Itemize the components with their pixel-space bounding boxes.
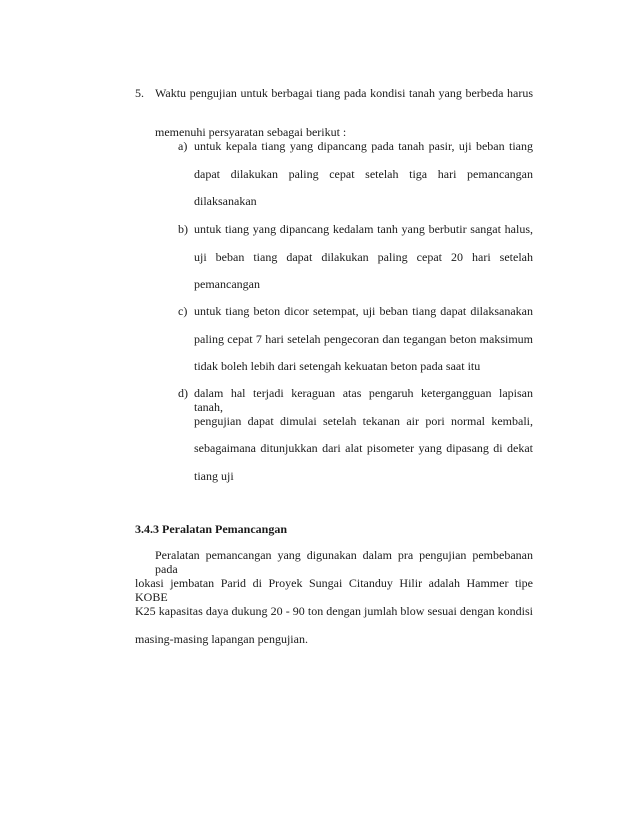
- paragraph-line-3: K25 kapasitas daya dukung 20 - 90 ton dengan jumlah blow sesuai dengan kondisi: [135, 604, 533, 618]
- subitem-a-line-2: dapat dilakukan paling cepat setelah tiga hari pemancangan: [194, 167, 533, 181]
- subitem-d-line-2: pengujian dapat dimulai setelah tekanan air pori normal kembali,: [194, 414, 533, 428]
- subitem-b-line-2: uji beban tiang dapat dilakukan paling cepat 20 hari setelah: [194, 250, 533, 264]
- subitem-c-line-2: paling cepat 7 hari setelah pengecoran dan tegangan beton maksimum: [194, 332, 533, 346]
- paragraph-line-2: lokasi jembatan Parid di Proyek Sungai Citanduy Hilir adalah Hammer tipe KOBE: [135, 576, 533, 604]
- subitem-d-line-4: tiang uji: [194, 469, 234, 483]
- item-5-line-1: Waktu pengujian untuk berbagai tiang pada kondisi tanah yang berbeda harus: [155, 86, 533, 100]
- subitem-d-line-1: dalam hal terjadi keraguan atas pengaruh ketergangguan lapisan tanah,: [194, 386, 533, 414]
- subitem-c-label: c): [178, 304, 188, 318]
- subitem-c-line-1: untuk tiang beton dicor setempat, uji beban tiang dapat dilaksanakan: [194, 304, 533, 318]
- subitem-a-label: a): [178, 139, 188, 153]
- subitem-a-line-3: dilaksanakan: [194, 194, 257, 208]
- paragraph-line-1: Peralatan pemancangan yang digunakan dalam pra pengujian pembebanan pada: [155, 548, 533, 576]
- item-5-line-2: memenuhi persyaratan sebagai berikut :: [155, 125, 347, 139]
- subitem-c-line-3: tidak boleh lebih dari setengah kekuatan beton pada saat itu: [194, 359, 481, 373]
- subitem-d-label: d): [178, 386, 188, 400]
- item-5-number: 5.: [135, 86, 144, 100]
- subitem-b-line-1: untuk tiang yang dipancang kedalam tanh yang berbutir sangat halus,: [194, 222, 533, 236]
- subitem-b-label: b): [178, 222, 188, 236]
- paragraph-line-4: masing-masing lapangan pengujian.: [135, 632, 308, 646]
- subitem-d-line-3: sebagaimana ditunjukkan dari alat pisometer yang dipasang di dekat: [194, 441, 533, 455]
- section-heading: 3.4.3 Peralatan Pemancangan: [135, 522, 287, 536]
- subitem-a-line-1: untuk kepala tiang yang dipancang pada tanah pasir, uji beban tiang: [194, 139, 533, 153]
- subitem-b-line-3: pemancangan: [194, 277, 260, 291]
